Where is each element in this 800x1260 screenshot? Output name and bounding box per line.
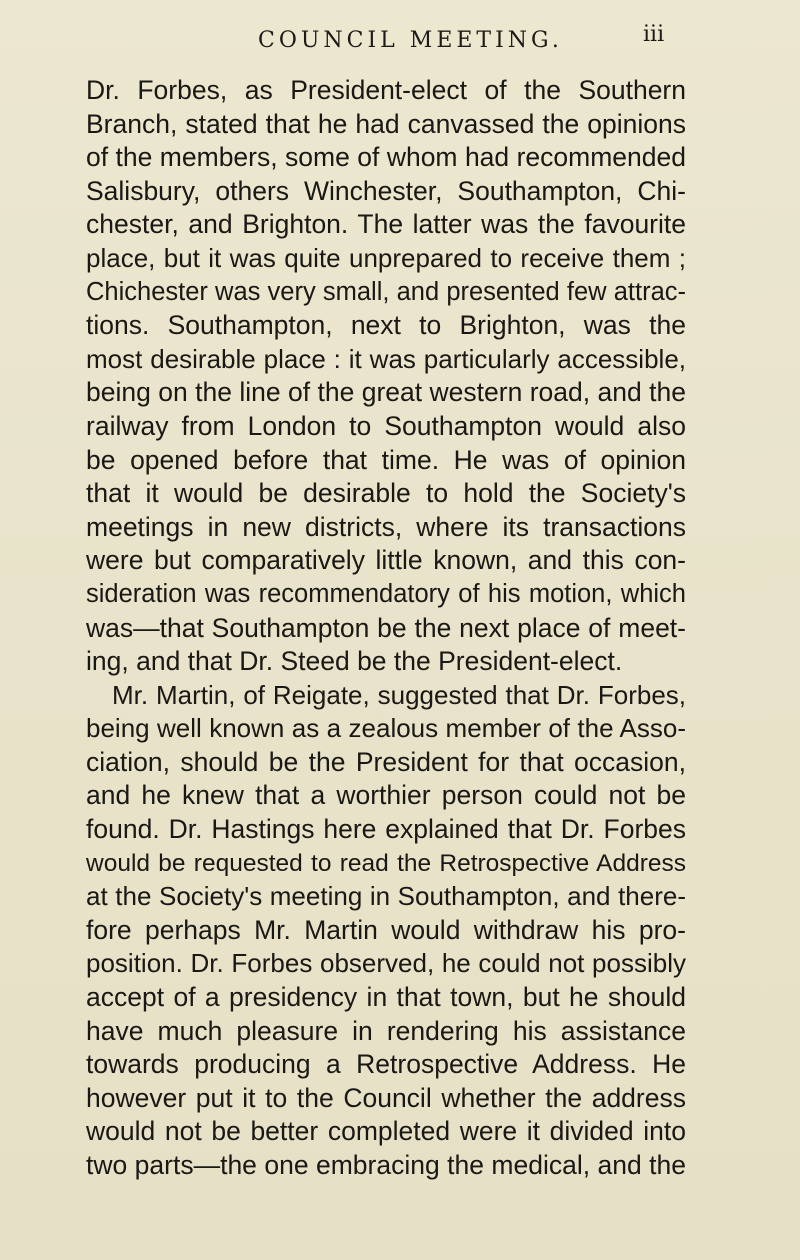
page-number: iii <box>643 22 665 47</box>
page-header <box>0 20 800 60</box>
text-line: ciation, should be the President for that occasion, <box>86 746 686 777</box>
text-line: sideration was recommendatory of his motion, which <box>86 579 686 608</box>
text-line: found. Dr. Hastings here explained that Dr. Forbes <box>86 814 686 845</box>
text-line: being well known as a zealous member of the Asso- <box>86 713 686 744</box>
text-line: Mr. Martin, of Reigate, suggested that Dr. Forbes, <box>112 679 686 710</box>
text-line: place, but it was quite unprepared to receive them ; <box>86 242 686 273</box>
text-line: towards producing a Retrospective Address. He <box>86 1049 686 1080</box>
body-text <box>86 74 686 1183</box>
text-line: and he knew that a worthier person could not be <box>86 780 686 811</box>
text-line: that it would be desirable to hold the Society's <box>86 478 686 509</box>
text-line: be opened before that time. He was of opinion <box>86 444 686 475</box>
text-line: at the Society's meeting in Southampton, and there- <box>86 881 686 912</box>
text-line: Dr. Forbes, as President-elect of the Southern <box>86 75 686 105</box>
text-line: would not be better completed were it divided into <box>86 1116 686 1147</box>
text-line: two parts—the one embracing the medical, and the <box>86 1150 686 1180</box>
text-line: would be requested to read the Retrospective Address <box>86 849 686 877</box>
text-line: being on the line of the great western road, and the <box>86 377 686 408</box>
text-line: of the members, some of whom had recommended <box>86 142 686 173</box>
text-line: Salisbury, others Winchester, Southampton, Chi- <box>86 175 686 206</box>
text-line: Branch, stated that he had canvassed the opinions <box>86 108 686 139</box>
text-line: was—that Southampton be the next place of meet- <box>86 612 686 643</box>
text-line: have much pleasure in rendering his assistance <box>86 1015 686 1046</box>
text-line: were but comparatively little known, and this con- <box>86 545 686 576</box>
text-line: position. Dr. Forbes observed, he could not possibly <box>86 948 686 979</box>
text-line: Chichester was very small, and presented few attrac- <box>86 277 686 306</box>
text-line: ing, and that Dr. Steed be the President-elect. <box>86 646 623 677</box>
text-line: accept of a presidency in that town, but he should <box>86 982 686 1013</box>
text-line: tions. Southampton, next to Brighton, was the <box>86 310 686 341</box>
text-line: meetings in new districts, where its transactions <box>86 511 686 542</box>
text-line: railway from London to Southampton would also <box>86 410 686 441</box>
text-line: however put it to the Council whether the address <box>86 1082 686 1113</box>
text-line: chester, and Brighton. The latter was the favourite <box>86 209 686 240</box>
text-line: fore perhaps Mr. Martin would withdraw his pro- <box>86 914 686 945</box>
text-line: most desirable place : it was particularly accessible, <box>86 343 686 374</box>
running-title: COUNCIL MEETING. <box>258 28 563 53</box>
